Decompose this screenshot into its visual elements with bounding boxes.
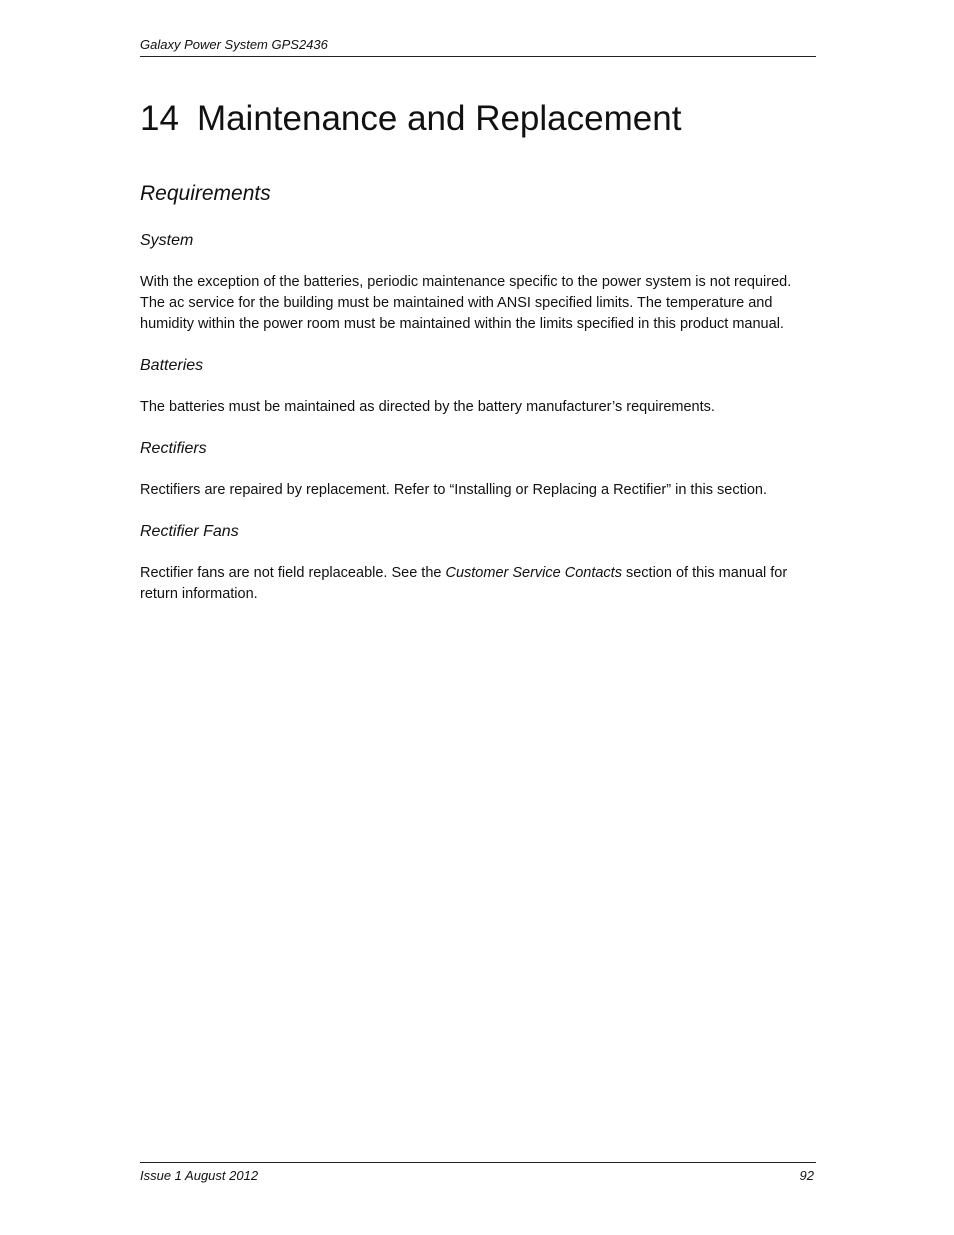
chapter-title	[140, 96, 681, 142]
rectifier-fans-text-start: Rectifier fans are not field replaceable. See the	[140, 565, 446, 581]
paragraph-system: With the exception of the batteries, periodic maintenance specific to the power system is not required. The ac service for the building must be maintained with ANSI specified limits. The temperature and humidity within the power room must be maintained within the limits specified in this product manual.	[140, 274, 792, 332]
page-footer	[140, 1162, 816, 1185]
page-number: 92	[799, 1168, 814, 1183]
paragraph-batteries: The batteries must be maintained as directed by the battery manufacturer’s requirements.	[140, 399, 715, 415]
paragraph-rectifier-fans	[140, 563, 816, 605]
rectifier-fans-text-end: section of this manual for return information.	[140, 565, 788, 602]
subheading-rectifiers: Rectifiers	[140, 440, 207, 457]
subheading-batteries: Batteries	[140, 357, 204, 374]
main-content	[140, 178, 816, 625]
customer-service-contacts-reference: Customer Service Contacts	[445, 565, 622, 581]
document-title: Galaxy Power System GPS2436	[140, 37, 328, 52]
paragraph-rectifiers: Rectifiers are repaired by replacement. Refer to “Installing or Replacing a Rectifier” in this section.	[140, 482, 767, 498]
subheading-rectifier-fans: Rectifier Fans	[140, 523, 239, 540]
page-header	[140, 36, 816, 57]
section-heading-requirements: Requirements	[140, 182, 271, 205]
subheading-system: System	[140, 232, 194, 249]
chapter-number: 14	[140, 99, 179, 138]
chapter-title-text: Maintenance and Replacement	[196, 99, 682, 138]
issue-date: Issue 1 August 2012	[140, 1168, 259, 1183]
